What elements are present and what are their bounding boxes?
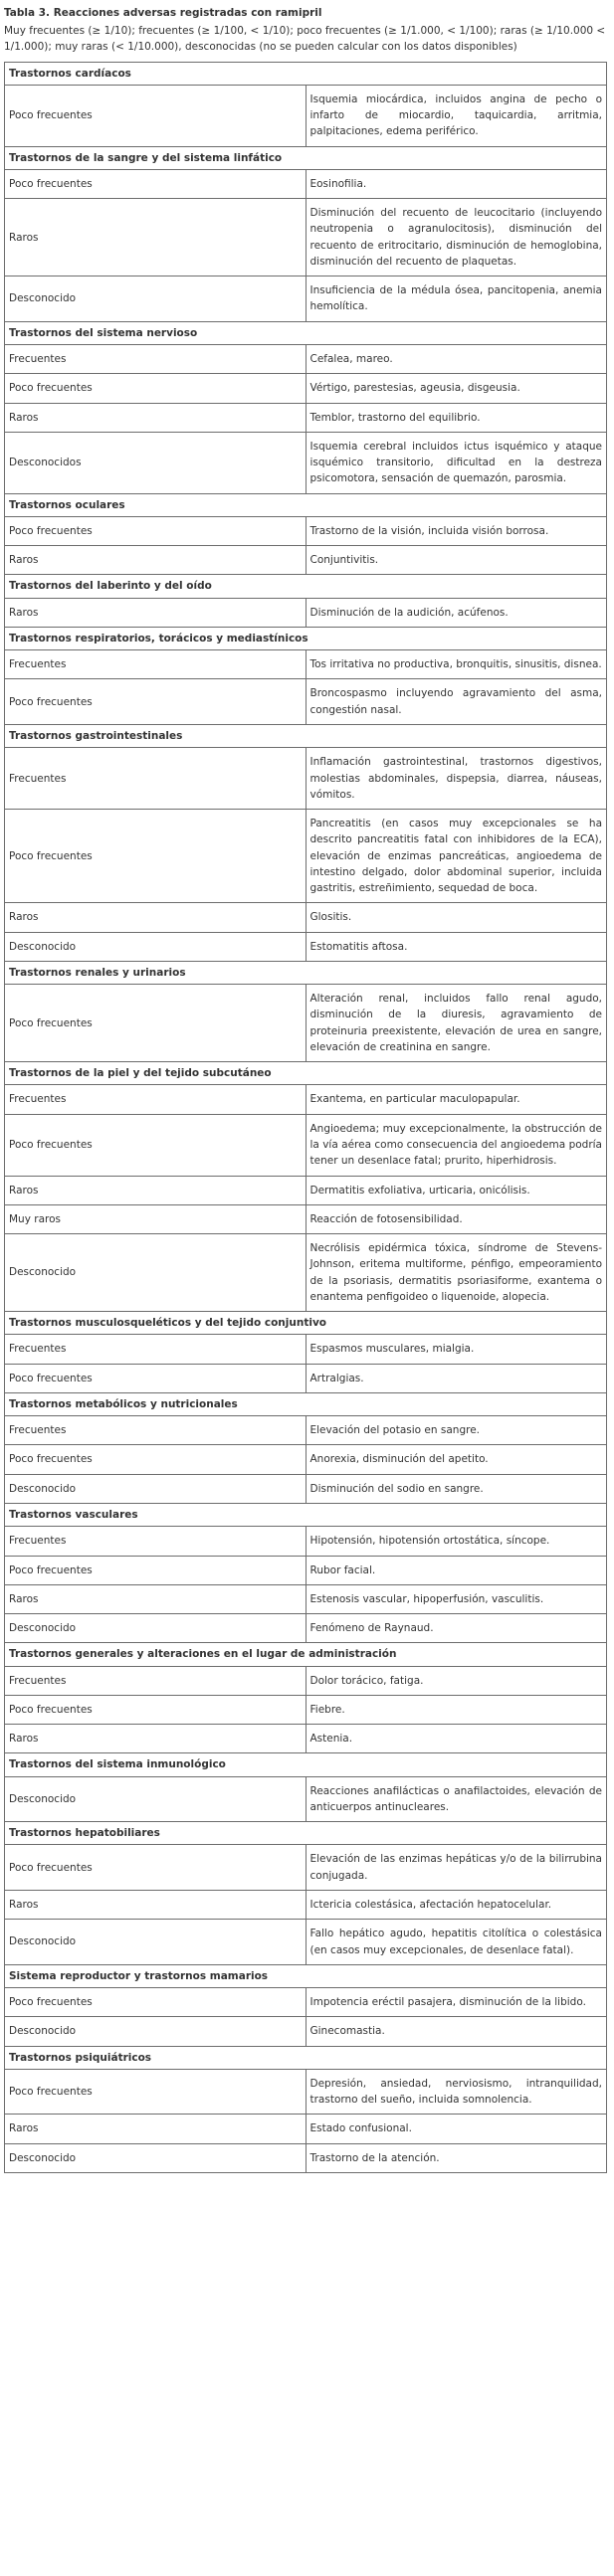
- frequency-cell: Frecuentes: [5, 1666, 307, 1695]
- reaction-cell: Broncospasmo incluyendo agravamiento del asma, congestión nasal.: [306, 679, 607, 725]
- frequency-cell: Desconocido: [5, 2017, 307, 2046]
- reaction-cell: Estado confusional.: [306, 2115, 607, 2143]
- section-header-row: [5, 627, 607, 649]
- table-row: [5, 932, 607, 961]
- table-row: [5, 1234, 607, 1312]
- table-row: [5, 344, 607, 373]
- table-row: [5, 1176, 607, 1204]
- frequency-cell: Poco frecuentes: [5, 1364, 307, 1392]
- section-header-row: [5, 575, 607, 598]
- reaction-cell: Anorexia, disminución del apetito.: [306, 1445, 607, 1474]
- reaction-cell: Disminución del sodio en sangre.: [306, 1474, 607, 1503]
- frequency-cell: Poco frecuentes: [5, 516, 307, 545]
- reaction-cell: Impotencia eréctil pasajera, disminución de la libido.: [306, 1988, 607, 2017]
- table-caption: Muy frecuentes (≥ 1/10); frecuentes (≥ 1/100, < 1/10); poco frecuentes (≥ 1/1.000, < 1/100); raras (≥ 1/10.000 < 1/1.000); muy raras (< 1/10.000), desconocidas (no se pueden calcular con los datos disponibles): [4, 25, 606, 54]
- table-row: [5, 1776, 607, 1822]
- reaction-cell: Reacciones anafilácticas o anafilactoides, elevación de anticuerpos antinucleares.: [306, 1776, 607, 1822]
- table-row: [5, 516, 607, 545]
- table-row: [5, 199, 607, 276]
- section-title: Trastornos generales y alteraciones en el lugar de administración: [5, 1643, 607, 1666]
- table-row: [5, 1845, 607, 1891]
- section-title: Trastornos del sistema nervioso: [5, 321, 607, 344]
- frequency-cell: Raros: [5, 546, 307, 575]
- frequency-cell: Raros: [5, 1176, 307, 1204]
- reaction-cell: Fenómeno de Raynaud.: [306, 1614, 607, 1643]
- frequency-cell: Desconocido: [5, 276, 307, 322]
- section-header-row: [5, 1062, 607, 1085]
- reaction-cell: Rubor facial.: [306, 1556, 607, 1584]
- section-header-row: [5, 1753, 607, 1776]
- reaction-cell: Conjuntivitis.: [306, 546, 607, 575]
- section-title: Trastornos renales y urinarios: [5, 961, 607, 984]
- reaction-cell: Astenia.: [306, 1725, 607, 1753]
- table-row: [5, 1364, 607, 1392]
- section-title: Trastornos vasculares: [5, 1504, 607, 1527]
- section-title: Trastornos oculares: [5, 493, 607, 516]
- table-row: [5, 403, 607, 432]
- reaction-cell: Ictericia colestásica, afectación hepatocelular.: [306, 1890, 607, 1919]
- frequency-cell: Desconocido: [5, 1474, 307, 1503]
- section-header-row: [5, 2046, 607, 2069]
- section-title: Trastornos gastrointestinales: [5, 724, 607, 747]
- section-header-row: [5, 1504, 607, 1527]
- table-row: [5, 1445, 607, 1474]
- reaction-cell: Insuficiencia de la médula ósea, pancitopenia, anemia hemolítica.: [306, 276, 607, 322]
- table-row: [5, 1890, 607, 1919]
- section-title: Trastornos del laberinto y del oído: [5, 575, 607, 598]
- reaction-cell: Isquemia cerebral incluidos ictus isquémico y ataque isquémico transitorio, dificultad en la destreza psicomotora, sensación de quemazón, parosmia.: [306, 432, 607, 493]
- section-header-row: [5, 1643, 607, 1666]
- frequency-cell: Muy raros: [5, 1204, 307, 1233]
- table-row: [5, 1474, 607, 1503]
- frequency-cell: Frecuentes: [5, 1085, 307, 1114]
- frequency-cell: Poco frecuentes: [5, 679, 307, 725]
- frequency-cell: Poco frecuentes: [5, 2069, 307, 2115]
- reaction-cell: Inflamación gastrointestinal, trastornos digestivos, molestias abdominales, dispepsia, diarrea, náuseas, vómitos.: [306, 748, 607, 810]
- reaction-cell: Fallo hepático agudo, hepatitis citolítica o colestásica (en casos muy excepcionales, de desenlace fatal).: [306, 1920, 607, 1965]
- section-title: Trastornos musculosqueléticos y del tejido conjuntivo: [5, 1312, 607, 1335]
- section-title: Trastornos psiquiátricos: [5, 2046, 607, 2069]
- table-row: [5, 650, 607, 679]
- reaction-cell: Disminución de la audición, acúfenos.: [306, 598, 607, 627]
- reaction-cell: Espasmos musculares, mialgia.: [306, 1335, 607, 1364]
- table-row: [5, 1725, 607, 1753]
- frequency-cell: Raros: [5, 903, 307, 932]
- section-title: Sistema reproductor y trastornos mamarios: [5, 1964, 607, 1987]
- frequency-cell: Poco frecuentes: [5, 1695, 307, 1724]
- frequency-cell: Frecuentes: [5, 1416, 307, 1445]
- reaction-cell: Exantema, en particular maculopapular.: [306, 1085, 607, 1114]
- table-row: [5, 1204, 607, 1233]
- section-header-row: [5, 1822, 607, 1845]
- frequency-cell: Poco frecuentes: [5, 1556, 307, 1584]
- reaction-cell: Eosinofilia.: [306, 169, 607, 198]
- frequency-cell: Poco frecuentes: [5, 1445, 307, 1474]
- table-row: [5, 432, 607, 493]
- reaction-cell: Fiebre.: [306, 1695, 607, 1724]
- section-title: Trastornos respiratorios, torácicos y mediastínicos: [5, 627, 607, 649]
- table-row: [5, 546, 607, 575]
- table-row: [5, 748, 607, 810]
- frequency-cell: Raros: [5, 598, 307, 627]
- section-header-row: [5, 493, 607, 516]
- table-row: [5, 2143, 607, 2172]
- table-row: [5, 374, 607, 403]
- frequency-cell: Raros: [5, 2115, 307, 2143]
- table-row: [5, 1920, 607, 1965]
- table-row: [5, 1695, 607, 1724]
- frequency-cell: Desconocido: [5, 2143, 307, 2172]
- section-header-row: [5, 1392, 607, 1415]
- reaction-cell: Necrólisis epidérmica tóxica, síndrome de Stevens-Johnson, eritema multiforme, pénfigo, empeoramiento de la psoriasis, dermatitis psoriasiforme, exantema o enantema penfigoideo o liquenoide, alopecia.: [306, 1234, 607, 1312]
- table-row: [5, 85, 607, 146]
- adverse-reactions-table: [4, 62, 607, 2173]
- table-title: Tabla 3. Reacciones adversas registradas con ramipril: [4, 7, 322, 19]
- table-row: [5, 2115, 607, 2143]
- section-title: Trastornos de la sangre y del sistema linfático: [5, 146, 607, 169]
- reaction-cell: Temblor, trastorno del equilibrio.: [306, 403, 607, 432]
- frequency-cell: Desconocido: [5, 1614, 307, 1643]
- frequency-cell: Desconocido: [5, 932, 307, 961]
- reaction-cell: Cefalea, mareo.: [306, 344, 607, 373]
- section-header-row: [5, 724, 607, 747]
- table-row: [5, 1556, 607, 1584]
- reaction-cell: Alteración renal, incluidos fallo renal agudo, disminución de la diuresis, agravamiento de proteinuria preexistente, elevación de urea en sangre, elevación de creatinina en sangre.: [306, 985, 607, 1062]
- frequency-cell: Raros: [5, 1584, 307, 1613]
- section-header-row: [5, 961, 607, 984]
- frequency-cell: Poco frecuentes: [5, 1114, 307, 1176]
- section-header-row: [5, 1964, 607, 1987]
- reaction-cell: Depresión, ansiedad, nerviosismo, intranquilidad, trastorno del sueño, incluida somnolencia.: [306, 2069, 607, 2115]
- frequency-cell: Raros: [5, 1725, 307, 1753]
- reaction-cell: Estenosis vascular, hipoperfusión, vasculitis.: [306, 1584, 607, 1613]
- table-row: [5, 1416, 607, 1445]
- reaction-cell: Disminución del recuento de leucocitario (incluyendo neutropenia o agranulocitosis), disminución del recuento de eritrocitario, disminución de hemoglobina, disminución del recuento de plaquetas.: [306, 199, 607, 276]
- frequency-cell: Raros: [5, 1890, 307, 1919]
- frequency-cell: Frecuentes: [5, 1527, 307, 1556]
- reaction-cell: Estomatitis aftosa.: [306, 932, 607, 961]
- section-title: Trastornos del sistema inmunológico: [5, 1753, 607, 1776]
- table-row: [5, 679, 607, 725]
- frequency-cell: Frecuentes: [5, 650, 307, 679]
- table-row: [5, 1114, 607, 1176]
- table-row: [5, 1085, 607, 1114]
- reaction-cell: Hipotensión, hipotensión ortostática, síncope.: [306, 1527, 607, 1556]
- section-header-row: [5, 1312, 607, 1335]
- frequency-cell: Frecuentes: [5, 344, 307, 373]
- reaction-cell: Trastorno de la visión, incluida visión borrosa.: [306, 516, 607, 545]
- table-row: [5, 1666, 607, 1695]
- reaction-cell: Dolor torácico, fatiga.: [306, 1666, 607, 1695]
- reaction-cell: Elevación de las enzimas hepáticas y/o de la bilirrubina conjugada.: [306, 1845, 607, 1891]
- section-header-row: [5, 321, 607, 344]
- frequency-cell: Poco frecuentes: [5, 810, 307, 903]
- reaction-cell: Reacción de fotosensibilidad.: [306, 1204, 607, 1233]
- table-row: [5, 810, 607, 903]
- frequency-cell: Poco frecuentes: [5, 985, 307, 1062]
- table-row: [5, 1614, 607, 1643]
- section-title: Trastornos cardíacos: [5, 62, 607, 85]
- frequency-cell: Poco frecuentes: [5, 169, 307, 198]
- frequency-cell: Desconocido: [5, 1920, 307, 1965]
- frequency-cell: Raros: [5, 403, 307, 432]
- table-body: [5, 62, 607, 2172]
- frequency-cell: Frecuentes: [5, 1335, 307, 1364]
- reaction-cell: Artralgias.: [306, 1364, 607, 1392]
- frequency-cell: Poco frecuentes: [5, 374, 307, 403]
- table-row: [5, 1584, 607, 1613]
- reaction-cell: Glositis.: [306, 903, 607, 932]
- reaction-cell: Trastorno de la atención.: [306, 2143, 607, 2172]
- section-title: Trastornos metabólicos y nutricionales: [5, 1392, 607, 1415]
- reaction-cell: Isquemia miocárdica, incluidos angina de pecho o infarto de miocardio, taquicardia, arritmia, palpitaciones, edema periférico.: [306, 85, 607, 146]
- reaction-cell: Angioedema; muy excepcionalmente, la obstrucción de la vía aérea como consecuencia del angioedema podría tener un desenlace fatal; prurito, hiperhidrosis.: [306, 1114, 607, 1176]
- table-row: [5, 276, 607, 322]
- reaction-cell: Dermatitis exfoliativa, urticaria, onicólisis.: [306, 1176, 607, 1204]
- table-row: [5, 1527, 607, 1556]
- section-title: Trastornos hepatobiliares: [5, 1822, 607, 1845]
- table-row: [5, 2069, 607, 2115]
- table-row: [5, 903, 607, 932]
- reaction-cell: Tos irritativa no productiva, bronquitis, sinusitis, disnea.: [306, 650, 607, 679]
- reaction-cell: Pancreatitis (en casos muy excepcionales se ha descrito pancreatitis fatal con inhibidores de la ECA), elevación de enzimas pancreáticas, angioedema de intestino delgado, dolor abdominal superior, incluida gastritis, estreñimiento, sequedad de boca.: [306, 810, 607, 903]
- section-header-row: [5, 146, 607, 169]
- table-row: [5, 1335, 607, 1364]
- table-row: [5, 1988, 607, 2017]
- frequency-cell: Poco frecuentes: [5, 1845, 307, 1891]
- table-row: [5, 2017, 607, 2046]
- table-row: [5, 985, 607, 1062]
- section-header-row: [5, 62, 607, 85]
- frequency-cell: Desconocido: [5, 1776, 307, 1822]
- frequency-cell: Raros: [5, 199, 307, 276]
- frequency-cell: Frecuentes: [5, 748, 307, 810]
- section-title: Trastornos de la piel y del tejido subcutáneo: [5, 1062, 607, 1085]
- reaction-cell: Ginecomastia.: [306, 2017, 607, 2046]
- frequency-cell: Poco frecuentes: [5, 85, 307, 146]
- frequency-cell: Poco frecuentes: [5, 1988, 307, 2017]
- reaction-cell: Elevación del potasio en sangre.: [306, 1416, 607, 1445]
- frequency-cell: Desconocido: [5, 1234, 307, 1312]
- table-row: [5, 169, 607, 198]
- table-row: [5, 598, 607, 627]
- reaction-cell: Vértigo, parestesias, ageusia, disgeusia.: [306, 374, 607, 403]
- frequency-cell: Desconocidos: [5, 432, 307, 493]
